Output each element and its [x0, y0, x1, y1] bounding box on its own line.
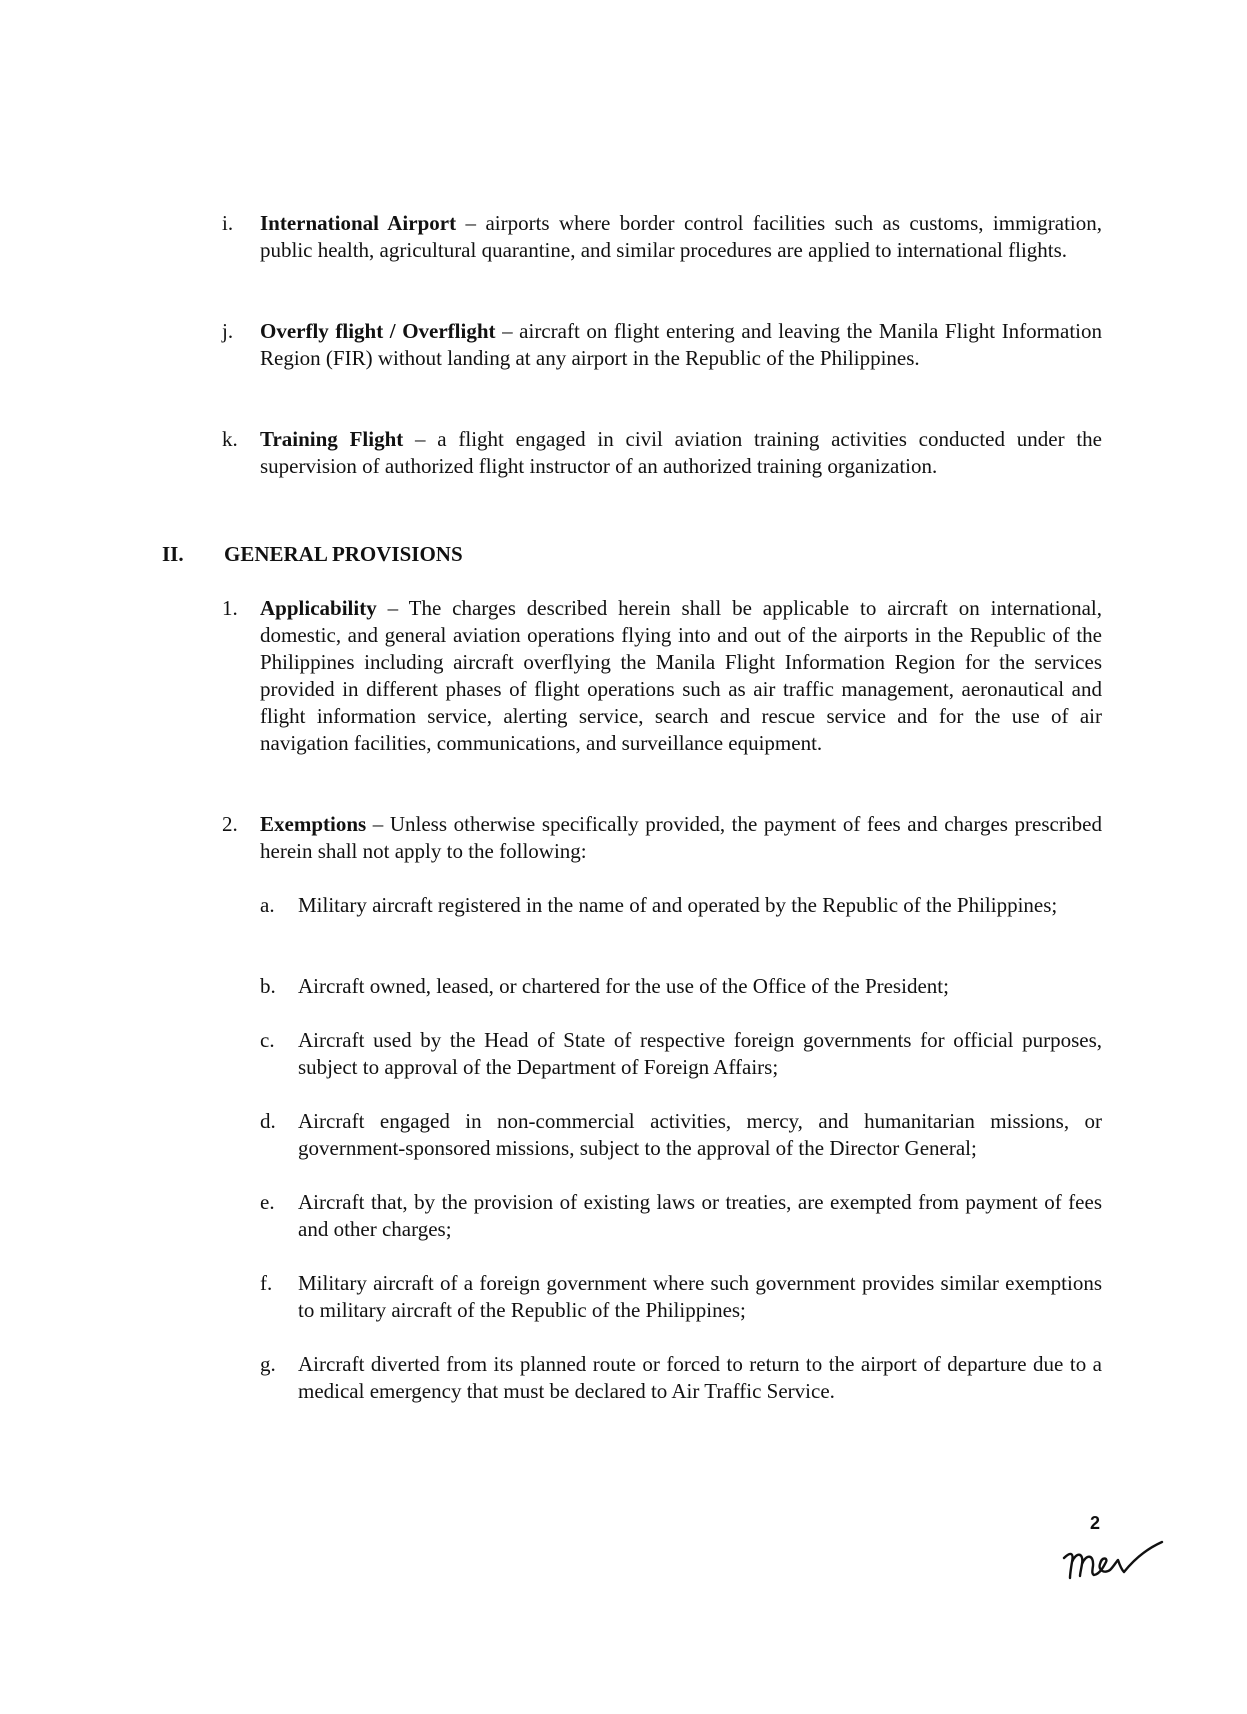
- exemption-text: Aircraft that, by the provision of existing laws or treaties, are exempted from payment of fees and other charges;: [298, 1190, 1102, 1241]
- section-title: GENERAL PROVISIONS: [224, 542, 463, 566]
- page-number: 2: [1090, 1513, 1101, 1533]
- exemption-item: [260, 1108, 1102, 1162]
- exemption-item: [260, 973, 1102, 1000]
- list-marker: j.: [222, 319, 234, 343]
- exemption-item: [260, 1351, 1102, 1405]
- section-heading: [162, 541, 463, 568]
- provision-text: – The charges described herein shall be applicable to aircraft on international, domestic, and general aviation operations flying into and out of the airports in the Republic of the Philippines including aircraft overflying the Manila Flight Information Region for the services provided in different phases of flight operations such as air traffic management, aeronautical and flight information service, alerting service, search and rescue service and for the use of air navigation facilities, communications, and surveillance equipment.: [260, 596, 1102, 755]
- list-marker: f.: [260, 1271, 273, 1295]
- list-marker: k.: [222, 427, 238, 451]
- exemption-text: Military aircraft registered in the name of and operated by the Republic of the Philippines;: [298, 893, 1058, 917]
- definition-text: – aircraft on flight entering and leaving the Manila Flight Information Region (FIR) without landing at any airport in the Republic of the Philippines.: [260, 319, 1102, 370]
- provision-text: – Unless otherwise specifically provided, the payment of fees and charges prescribed herein shall not apply to the following:: [260, 812, 1102, 863]
- provision-item: [222, 811, 1102, 865]
- exemption-text: Aircraft diverted from its planned route or forced to return to the airport of departure due to a medical emergency that must be declared to Air Traffic Service.: [298, 1352, 1102, 1403]
- provision-term: Exemptions: [260, 812, 367, 836]
- exemption-item: [260, 1270, 1102, 1324]
- definition-term: International Airport: [260, 211, 457, 235]
- list-marker: c.: [260, 1028, 275, 1052]
- section-numeral: II.: [162, 542, 184, 566]
- definition-item: [222, 426, 1102, 480]
- definition-item: [222, 210, 1102, 264]
- exemption-text: Aircraft owned, leased, or chartered for the use of the Office of the President;: [298, 974, 949, 998]
- definition-item: [222, 318, 1102, 372]
- exemption-item: [260, 892, 1102, 919]
- provision-item: [222, 595, 1102, 757]
- list-marker: 1.: [222, 596, 238, 620]
- list-marker: g.: [260, 1352, 276, 1376]
- list-marker: a.: [260, 893, 275, 917]
- handwritten-initials-signature: [1058, 1538, 1170, 1584]
- list-marker: b.: [260, 974, 276, 998]
- definition-term: Training Flight: [260, 427, 404, 451]
- provision-term: Applicability: [260, 596, 377, 620]
- list-marker: 2.: [222, 812, 238, 836]
- exemption-text: Aircraft engaged in non-commercial activities, mercy, and humanitarian missions, or government-sponsored missions, subject to the approval of the Director General;: [298, 1109, 1102, 1160]
- exemption-item: [260, 1189, 1102, 1243]
- list-marker: e.: [260, 1190, 275, 1214]
- list-marker: i.: [222, 211, 234, 235]
- definition-term: Overfly flight / Overflight: [260, 319, 496, 343]
- exemption-text: Aircraft used by the Head of State of respective foreign governments for official purposes, subject to approval of the Department of Foreign Affairs;: [298, 1028, 1102, 1079]
- list-marker: d.: [260, 1109, 276, 1133]
- exemption-item: [260, 1027, 1102, 1081]
- exemption-text: Military aircraft of a foreign government where such government provides similar exemptions to military aircraft of the Republic of the Philippines;: [298, 1271, 1102, 1322]
- definition-text: – a flight engaged in civil aviation training activities conducted under the supervision of authorized flight instructor of an authorized training organization.: [260, 427, 1102, 478]
- definition-text: – airports where border control facilities such as customs, immigration, public health, agricultural quarantine, and similar procedures are applied to international flights.: [260, 211, 1102, 262]
